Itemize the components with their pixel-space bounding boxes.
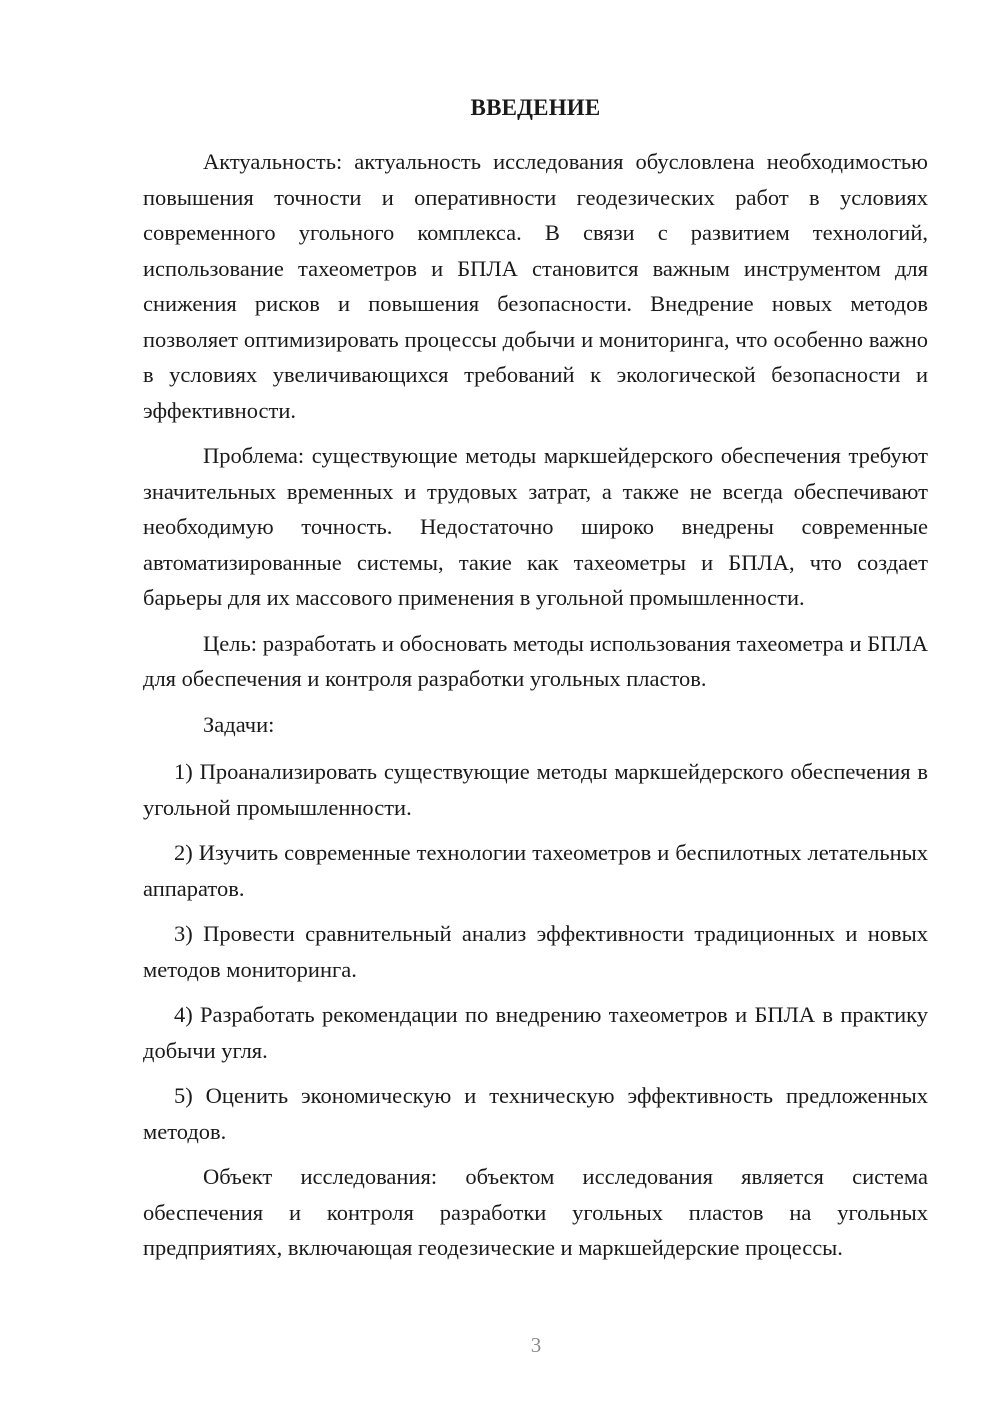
section-heading: ВВЕДЕНИЕ (470, 95, 601, 120)
task-item-3: 3) Провести сравнительный анализ эффективности традиционных и новых методов мониторинга. (143, 921, 928, 982)
tasks-label: Задачи: (203, 711, 275, 737)
paragraph-goal: Цель: разработать и обосновать методы использования тахеометра и БПЛА для обеспечения и контроля разработки угольных пластов. (143, 630, 928, 691)
task-item-4: 4) Разработать рекомендации по внедрению тахеометров и БПЛА в практику добычи угля. (143, 1002, 928, 1063)
task-item-2: 2) Изучить современные технологии тахеометров и беспилотных летательных аппаратов. (143, 840, 928, 901)
page-number: 3 (530, 1333, 542, 1357)
paragraph-problem: Проблема: существующие методы маркшейдерского обеспечения требуют значительных временных и трудовых затрат, а также не всегда обеспечивают необходимую точность. Недостаточно широко внедрены современные автоматизированные системы, такие как тахеометры и БПЛА, что создает барьеры для их массового применения в угольной промышленности. (143, 443, 928, 610)
paragraph-relevance: Актуальность: актуальность исследования обусловлена необходимостью повышения точности и оперативности геодезических работ в условиях современного угольного комплекса. В связи с развитием технологий, использование тахеометров и БПЛА становится важным инструментом для снижения рисков и повышения безопасности. Внедрение новых методов позволяет оптимизировать процессы добычи и мониторинга, что особенно важно в условиях увеличивающихся требований к экологической безопасности и эффективности. (143, 149, 928, 423)
task-item-1: 1) Проанализировать существующие методы маркшейдерского обеспечения в угольной промышленности. (143, 759, 928, 820)
document-page (143, 92, 928, 1276)
tasks-list (143, 754, 928, 1149)
task-item-5: 5) Оценить экономическую и техническую эффективность предложенных методов. (143, 1083, 928, 1144)
paragraph-object: Объект исследования: объектом исследования является система обеспечения и контроля разработки угольных пластов на угольных предприятиях, включающая геодезические и маркшейдерские процессы. (143, 1164, 928, 1260)
